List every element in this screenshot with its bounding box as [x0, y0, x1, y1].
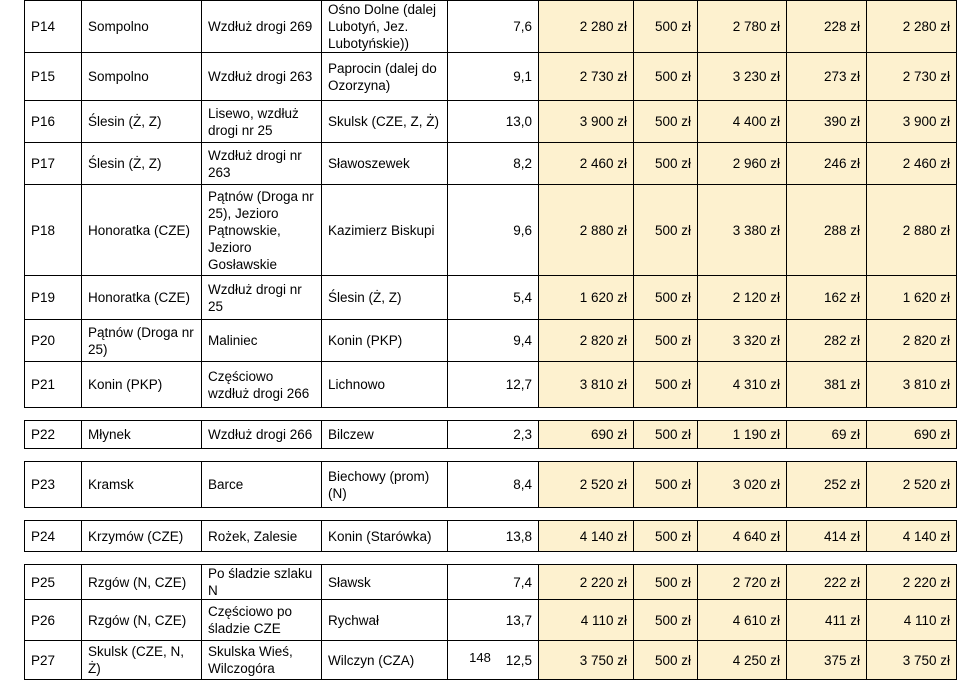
- cost-total: 4 610 zł: [698, 600, 787, 641]
- cost-5: 2 730 zł: [867, 53, 957, 101]
- gap-cell: [634, 508, 698, 521]
- cost-5: 4 110 zł: [867, 600, 957, 641]
- route-id: P23: [25, 462, 82, 508]
- table-row: [25, 521, 957, 552]
- gap-cell: [202, 408, 322, 421]
- start-point: Sompolno: [82, 1, 202, 53]
- cost-2: 500 zł: [634, 521, 698, 552]
- via: Wzdłuż drogi 269: [202, 1, 322, 53]
- table-row: [25, 53, 957, 101]
- start-point: Skulsk (CZE, N, Ż): [82, 641, 202, 680]
- start-point: Rzgów (N, CZE): [82, 565, 202, 600]
- cost-1: 3 750 zł: [539, 641, 634, 680]
- gap-cell: [698, 552, 787, 565]
- table-row: [25, 185, 957, 276]
- via: Maliniec: [202, 320, 322, 362]
- cost-total: 4 400 zł: [698, 101, 787, 143]
- via: Po śladzie szlaku N: [202, 565, 322, 600]
- cost-total: 3 320 zł: [698, 320, 787, 362]
- via: Wzdłuż drogi nr 263: [202, 143, 322, 185]
- route-id: P25: [25, 565, 82, 600]
- via: Skulska Wieś, Wilczogóra: [202, 641, 322, 680]
- route-id: P14: [25, 1, 82, 53]
- route-id: P22: [25, 421, 82, 449]
- gap-cell: [539, 408, 634, 421]
- cost-5: 2 280 zł: [867, 1, 957, 53]
- distance-km: 7,4: [448, 565, 539, 600]
- gap-cell: [82, 552, 202, 565]
- cost-4: 69 zł: [787, 421, 867, 449]
- cost-2: 500 zł: [634, 185, 698, 276]
- end-point: Rychwał: [322, 600, 448, 641]
- cost-2: 500 zł: [634, 421, 698, 449]
- gap-cell: [322, 552, 448, 565]
- gap-cell: [698, 449, 787, 462]
- start-point: Ślesin (Ż, Z): [82, 143, 202, 185]
- cost-2: 500 zł: [634, 362, 698, 408]
- cost-4: 273 zł: [787, 53, 867, 101]
- row-gap: [25, 408, 957, 421]
- start-point: Honoratka (CZE): [82, 276, 202, 320]
- end-point: Konin (PKP): [322, 320, 448, 362]
- gap-cell: [539, 508, 634, 521]
- gap-cell: [448, 408, 539, 421]
- gap-cell: [448, 552, 539, 565]
- gap-cell: [634, 552, 698, 565]
- via: Częściowo wzdłuż drogi 266: [202, 362, 322, 408]
- cost-1: 2 730 zł: [539, 53, 634, 101]
- route-id: P16: [25, 101, 82, 143]
- via: Lisewo, wzdłuż drogi nr 25: [202, 101, 322, 143]
- cost-5: 2 220 zł: [867, 565, 957, 600]
- gap-cell: [867, 508, 957, 521]
- end-point: Konin (Starówka): [322, 521, 448, 552]
- end-point: Bilczew: [322, 421, 448, 449]
- cost-5: 2 520 zł: [867, 462, 957, 508]
- gap-cell: [539, 552, 634, 565]
- distance-km: 13,8: [448, 521, 539, 552]
- cost-2: 500 zł: [634, 53, 698, 101]
- cost-5: 3 900 zł: [867, 101, 957, 143]
- table-row: [25, 143, 957, 185]
- end-point: Skulsk (CZE, Z, Ż): [322, 101, 448, 143]
- gap-cell: [202, 552, 322, 565]
- via: Częściowo po śladzie CZE: [202, 600, 322, 641]
- distance-km: 13,7: [448, 600, 539, 641]
- via: Rożek, Zalesie: [202, 521, 322, 552]
- cost-1: 2 220 zł: [539, 565, 634, 600]
- gap-cell: [202, 508, 322, 521]
- cost-5: 3 810 zł: [867, 362, 957, 408]
- end-point: Sławoszewek: [322, 143, 448, 185]
- end-point: Sławsk: [322, 565, 448, 600]
- cost-1: 4 140 zł: [539, 521, 634, 552]
- end-point: Ślesin (Ż, Z): [322, 276, 448, 320]
- table-row: [25, 101, 957, 143]
- gap-cell: [322, 408, 448, 421]
- end-point: Ośno Dolne (dalej Lubotyń, Jez. Lubotyńskie)): [322, 1, 448, 53]
- route-id: P15: [25, 53, 82, 101]
- via: Wzdłuż drogi nr 25: [202, 276, 322, 320]
- via: Wzdłuż drogi 263: [202, 53, 322, 101]
- cost-4: 228 zł: [787, 1, 867, 53]
- gap-cell: [25, 508, 82, 521]
- start-point: Konin (PKP): [82, 362, 202, 408]
- gap-cell: [634, 449, 698, 462]
- cost-1: 1 620 zł: [539, 276, 634, 320]
- cost-2: 500 zł: [634, 320, 698, 362]
- route-id: P24: [25, 521, 82, 552]
- distance-km: 8,2: [448, 143, 539, 185]
- cost-2: 500 zł: [634, 565, 698, 600]
- cost-2: 500 zł: [634, 101, 698, 143]
- end-point: Biechowy (prom) (N): [322, 462, 448, 508]
- cost-4: 252 zł: [787, 462, 867, 508]
- start-point: Kramsk: [82, 462, 202, 508]
- via: Wzdłuż drogi 266: [202, 421, 322, 449]
- distance-km: 7,6: [448, 1, 539, 53]
- gap-cell: [82, 508, 202, 521]
- cost-2: 500 zł: [634, 276, 698, 320]
- gap-cell: [698, 408, 787, 421]
- gap-cell: [25, 449, 82, 462]
- table-row: [25, 276, 957, 320]
- cost-total: 1 190 zł: [698, 421, 787, 449]
- cost-5: 4 140 zł: [867, 521, 957, 552]
- end-point: Wilczyn (CZA): [322, 641, 448, 680]
- row-gap: [25, 449, 957, 462]
- cost-total: 4 310 zł: [698, 362, 787, 408]
- cost-4: 411 zł: [787, 600, 867, 641]
- cost-4: 375 zł: [787, 641, 867, 680]
- table-row: [25, 362, 957, 408]
- route-id: P19: [25, 276, 82, 320]
- row-gap: [25, 552, 957, 565]
- gap-cell: [698, 508, 787, 521]
- route-id: P18: [25, 185, 82, 276]
- cost-total: 2 720 zł: [698, 565, 787, 600]
- gap-cell: [82, 408, 202, 421]
- distance-km: 8,4: [448, 462, 539, 508]
- cost-total: 3 020 zł: [698, 462, 787, 508]
- route-id: P20: [25, 320, 82, 362]
- page-number: 148: [469, 650, 491, 665]
- table-row: [25, 320, 957, 362]
- cost-4: 414 zł: [787, 521, 867, 552]
- cost-5: 2 820 zł: [867, 320, 957, 362]
- cost-total: 3 380 zł: [698, 185, 787, 276]
- gap-cell: [82, 449, 202, 462]
- cost-total: 3 230 zł: [698, 53, 787, 101]
- table-row: [25, 565, 957, 600]
- gap-cell: [787, 508, 867, 521]
- cost-4: 288 zł: [787, 185, 867, 276]
- gap-cell: [867, 408, 957, 421]
- cost-2: 500 zł: [634, 1, 698, 53]
- route-id: P27: [25, 641, 82, 680]
- gap-cell: [787, 408, 867, 421]
- distance-km: 9,1: [448, 53, 539, 101]
- gap-cell: [539, 449, 634, 462]
- start-point: Pątnów (Droga nr 25): [82, 320, 202, 362]
- cost-total: 2 780 zł: [698, 1, 787, 53]
- cost-2: 500 zł: [634, 462, 698, 508]
- cost-5: 2 880 zł: [867, 185, 957, 276]
- distance-km: 9,4: [448, 320, 539, 362]
- gap-cell: [322, 508, 448, 521]
- table-row: [25, 462, 957, 508]
- route-id: P21: [25, 362, 82, 408]
- cost-2: 500 zł: [634, 641, 698, 680]
- distance-km: 9,6: [448, 185, 539, 276]
- cost-2: 500 zł: [634, 600, 698, 641]
- start-point: Rzgów (N, CZE): [82, 600, 202, 641]
- row-gap: [25, 508, 957, 521]
- cost-1: 2 820 zł: [539, 320, 634, 362]
- cost-1: 2 880 zł: [539, 185, 634, 276]
- start-point: Honoratka (CZE): [82, 185, 202, 276]
- cost-5: 690 zł: [867, 421, 957, 449]
- cost-total: 4 250 zł: [698, 641, 787, 680]
- gap-cell: [787, 449, 867, 462]
- cost-4: 162 zł: [787, 276, 867, 320]
- gap-cell: [448, 508, 539, 521]
- gap-cell: [867, 552, 957, 565]
- distance-km: 5,4: [448, 276, 539, 320]
- gap-cell: [202, 449, 322, 462]
- cost-4: 390 zł: [787, 101, 867, 143]
- cost-4: 246 zł: [787, 143, 867, 185]
- end-point: Paprocin (dalej do Ozorzyna): [322, 53, 448, 101]
- cost-5: 2 460 zł: [867, 143, 957, 185]
- cost-1: 2 460 zł: [539, 143, 634, 185]
- start-point: Krzymów (CZE): [82, 521, 202, 552]
- table-row: [25, 600, 957, 641]
- start-point: Młynek: [82, 421, 202, 449]
- cost-1: 2 520 zł: [539, 462, 634, 508]
- cost-1: 690 zł: [539, 421, 634, 449]
- gap-cell: [25, 552, 82, 565]
- cost-1: 3 810 zł: [539, 362, 634, 408]
- end-point: Kazimierz Biskupi: [322, 185, 448, 276]
- table-row: [25, 1, 957, 53]
- cost-1: 3 900 zł: [539, 101, 634, 143]
- cost-total: 2 120 zł: [698, 276, 787, 320]
- start-point: Ślesin (Ż, Z): [82, 101, 202, 143]
- gap-cell: [867, 449, 957, 462]
- cost-4: 222 zł: [787, 565, 867, 600]
- distance-km: 2,3: [448, 421, 539, 449]
- cost-1: 2 280 zł: [539, 1, 634, 53]
- route-id: P17: [25, 143, 82, 185]
- via: Barce: [202, 462, 322, 508]
- end-point: Lichnowo: [322, 362, 448, 408]
- route-id: P26: [25, 600, 82, 641]
- start-point: Sompolno: [82, 53, 202, 101]
- cost-5: 1 620 zł: [867, 276, 957, 320]
- cost-total: 2 960 zł: [698, 143, 787, 185]
- cost-1: 4 110 zł: [539, 600, 634, 641]
- via: Pątnów (Droga nr 25), Jezioro Pątnowskie, Jezioro Gosławskie: [202, 185, 322, 276]
- gap-cell: [322, 449, 448, 462]
- cost-4: 381 zł: [787, 362, 867, 408]
- cost-2: 500 zł: [634, 143, 698, 185]
- distance-km: 12,7: [448, 362, 539, 408]
- gap-cell: [787, 552, 867, 565]
- table-row: [25, 421, 957, 449]
- cost-total: 4 640 zł: [698, 521, 787, 552]
- cost-4: 282 zł: [787, 320, 867, 362]
- distance-km: 12,5: [448, 641, 539, 680]
- gap-cell: [25, 408, 82, 421]
- distance-km: 13,0: [448, 101, 539, 143]
- gap-cell: [634, 408, 698, 421]
- cost-5: 3 750 zł: [867, 641, 957, 680]
- gap-cell: [448, 449, 539, 462]
- route-cost-table: [24, 0, 957, 680]
